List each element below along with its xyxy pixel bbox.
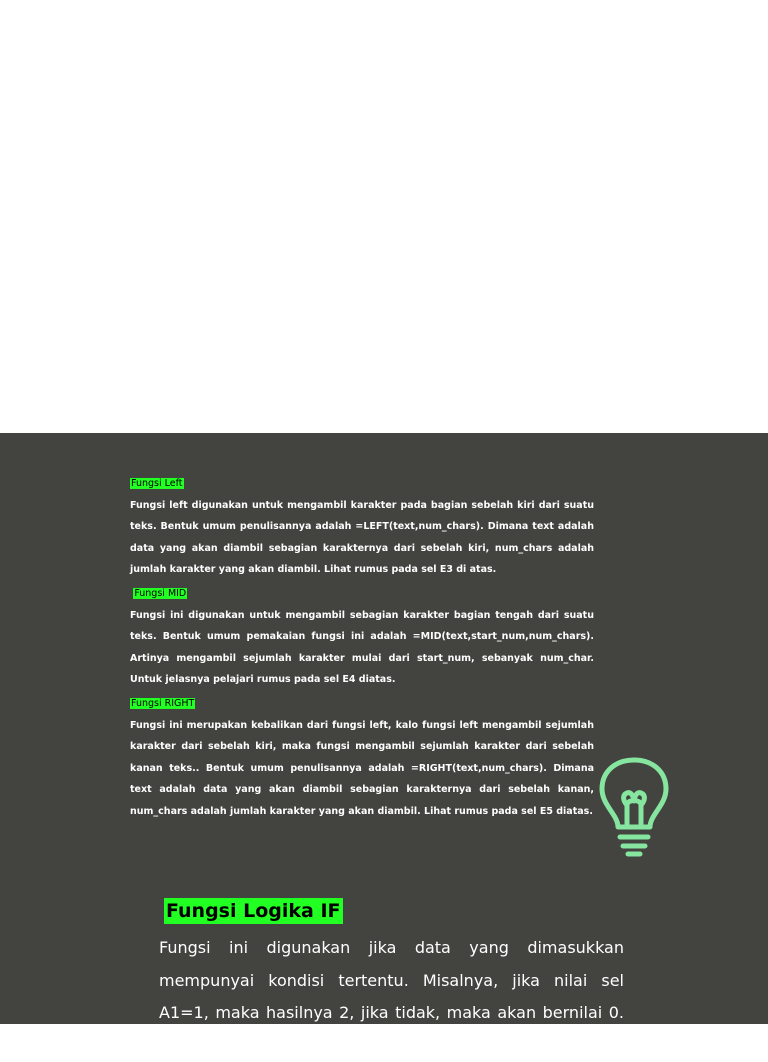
blank-area bbox=[0, 0, 768, 433]
dark-content-panel bbox=[0, 433, 768, 1055]
section-fungsi-right bbox=[130, 693, 594, 823]
body-fungsi-logika-if: Fungsi ini digunakan jika data yang dimasukkan mempunyai kondisi tertentu. Misalnya, jika nilai sel A1=1, maka hasilnya 2, jika tidak, maka akan bernilai 0. Biasanya fungsi ini dibantu oleh bbox=[159, 938, 624, 1055]
section-fungsi-mid bbox=[130, 583, 594, 691]
body-fungsi-right: Fungsi ini merupakan kebalikan dari fungsi left, kalo fungsi left mengambil sejumlah karakter dari sebelah kiri, maka fungsi mengambil sejumlah karakter dari sebelah kanan teks.. Bentuk umum penulisannya adalah =RIGHT(text,num_chars). Dimana text adalah data yang akan diambil sebagian karakternya dari sebelah kanan, num_chars adalah jumlah karakter yang akan diambil. Lihat rumus pada sel E5 diatas. bbox=[130, 719, 594, 817]
body-fungsi-left: Fungsi left digunakan untuk mengambil karakter pada bagian sebelah kiri dari suatu teks. Bentuk umum penulisannya adalah =LEFT(text,num_chars). Dimana text adalah data yang akan diambil sebagian karakternya dari sebelah kiri, num_chars adalah jumlah karakter yang akan diambil. Lihat rumus pada sel E3 di atas. bbox=[130, 499, 594, 576]
logika-if-block bbox=[159, 898, 624, 1062]
lightbulb-icon bbox=[596, 757, 672, 859]
heading-fungsi-left: Fungsi Left bbox=[131, 478, 183, 489]
heading-fungsi-mid: Fungsi MID bbox=[134, 587, 187, 599]
heading-fungsi-logika-if: Fungsi Logika IF bbox=[166, 900, 341, 922]
section-fungsi-left bbox=[130, 473, 594, 581]
functions-text-block bbox=[130, 473, 594, 825]
heading-fungsi-right: Fungsi RIGHT bbox=[131, 697, 195, 709]
body-fungsi-mid: Fungsi ini digunakan untuk mengambil sebagian karakter bagian tengah dari suatu teks. Bentuk umum pemakaian fungsi ini adalah =MID(text,start_num,num_chars). Artinya mengambil sejumlah karakter mulai dari start_num, sebanyak num_char. Untuk jelasnya pelajari rumus pada sel E4 diatas. bbox=[130, 609, 594, 686]
